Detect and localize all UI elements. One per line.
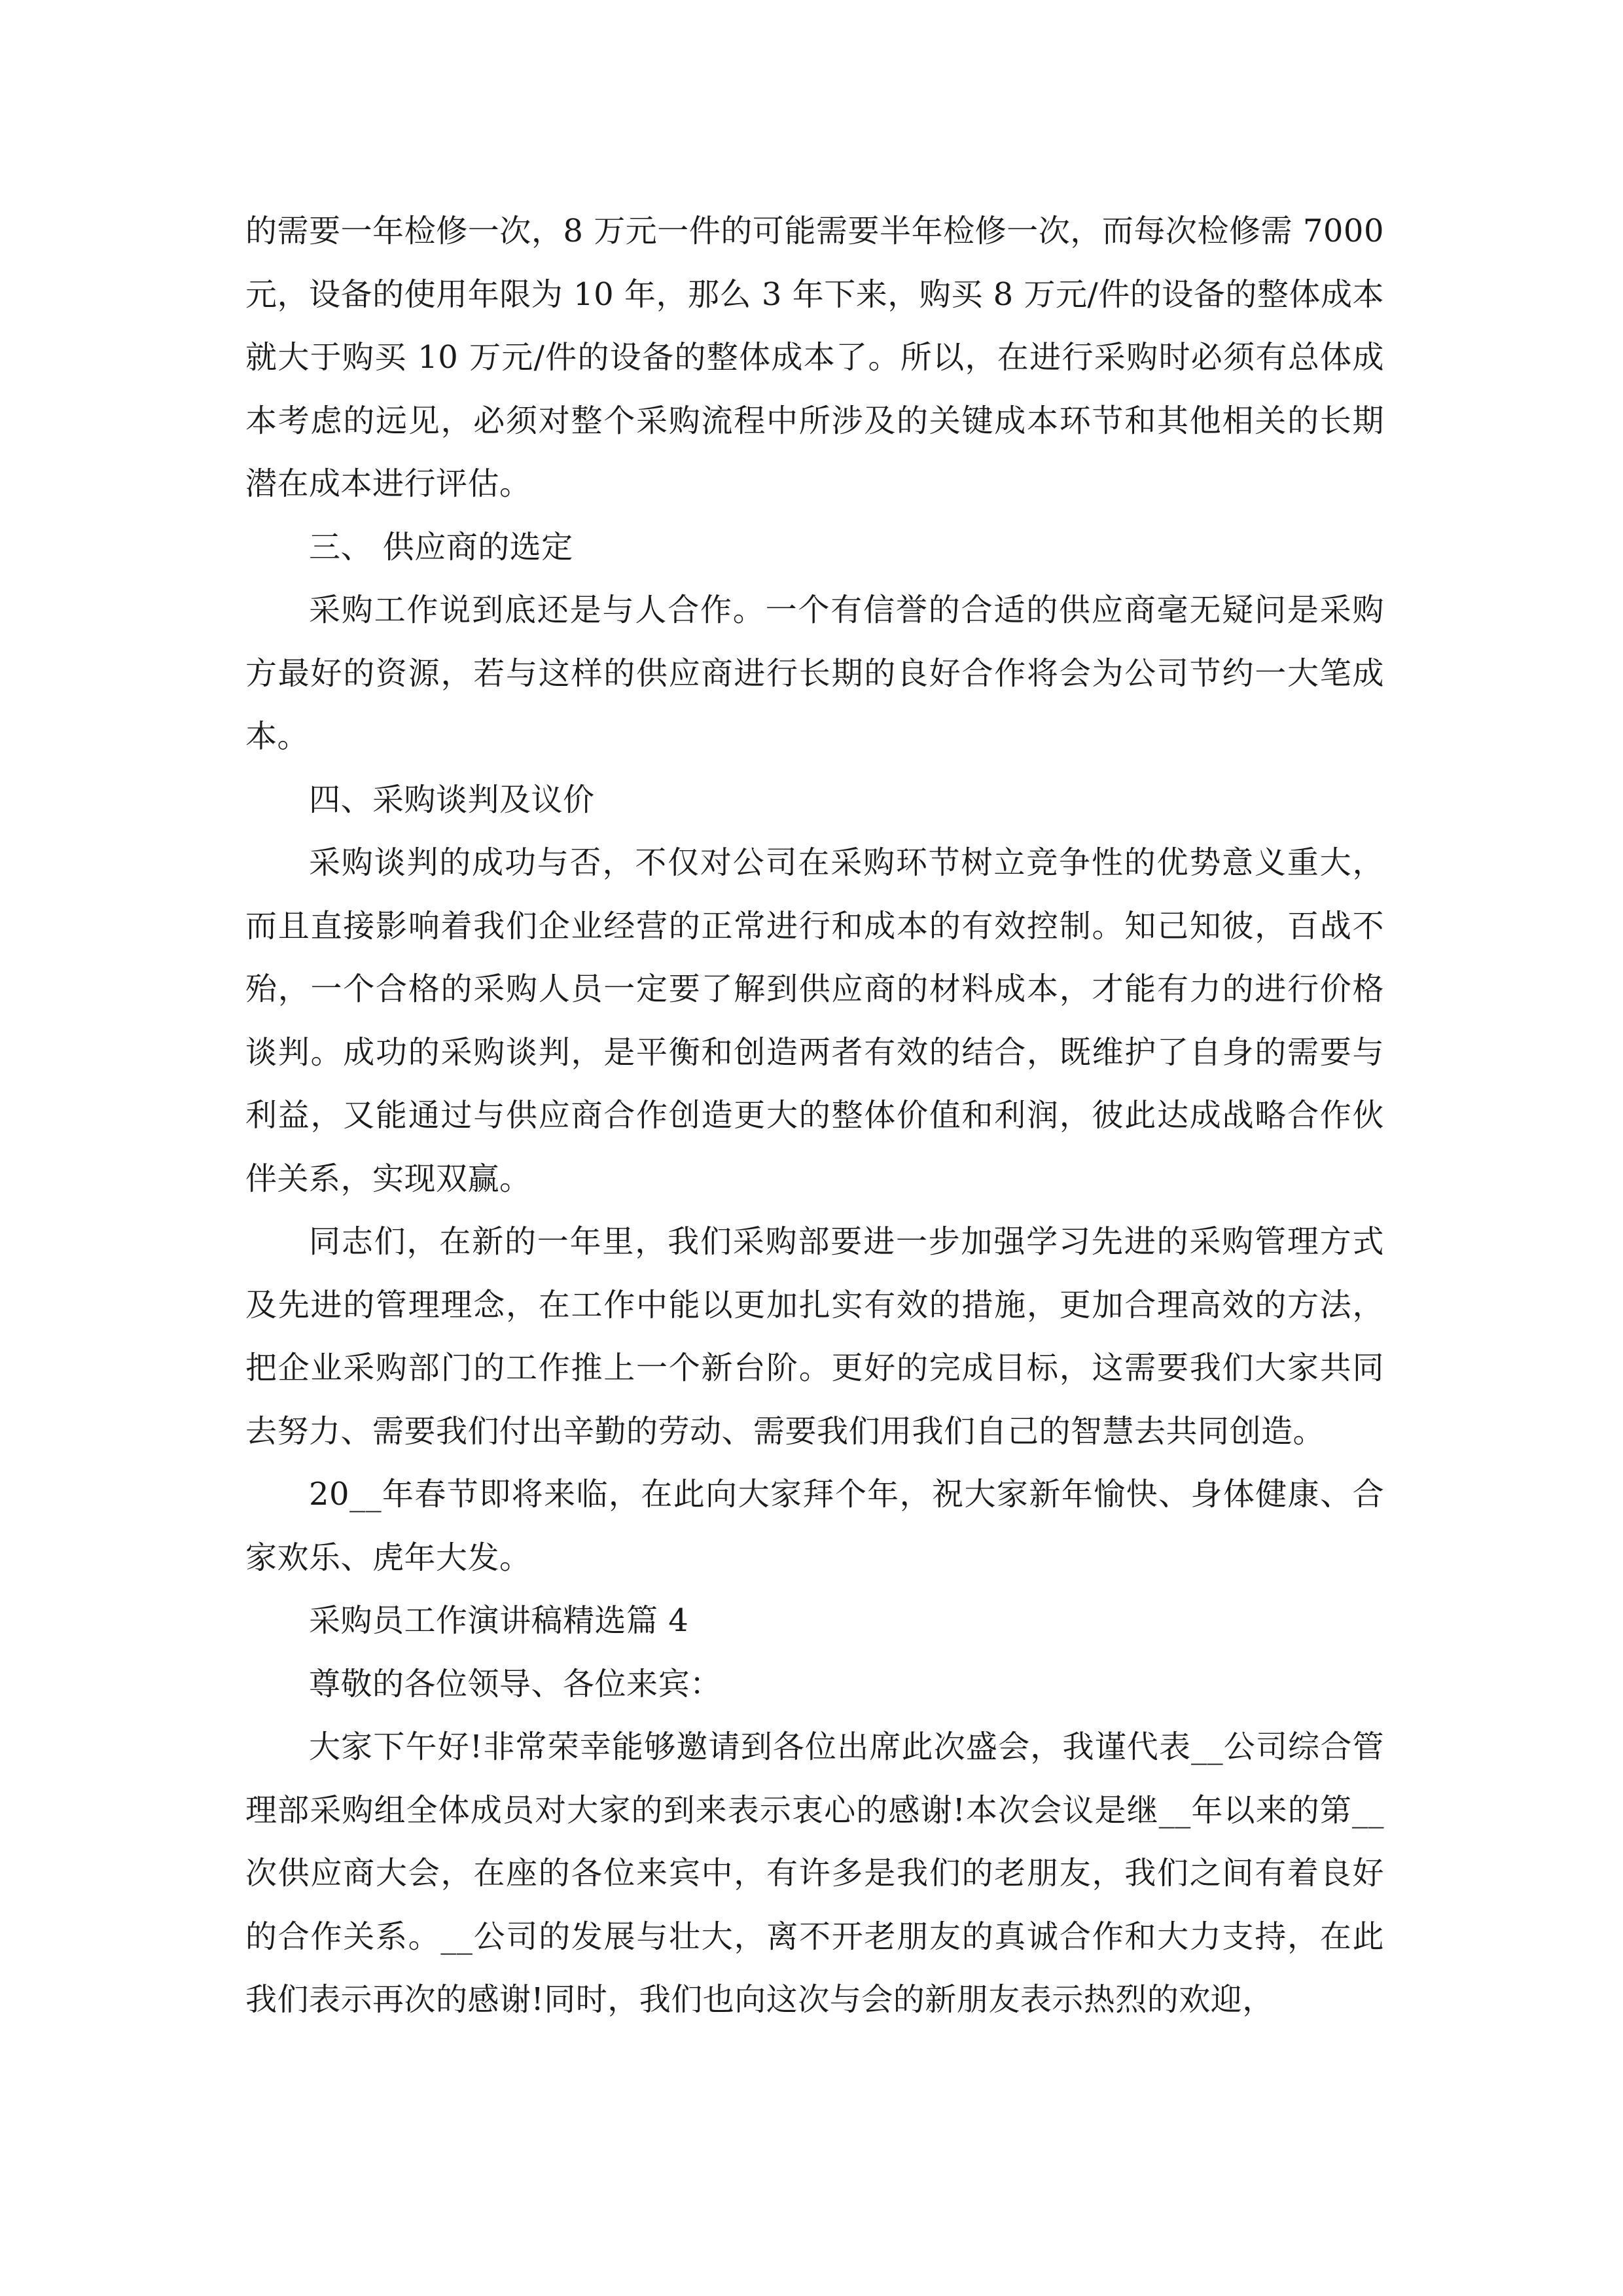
section-heading-supplier-selection: 三、 供应商的选定 <box>309 528 573 565</box>
section-heading-negotiation: 四、采购谈判及议价 <box>309 781 595 818</box>
document-body <box>245 200 1384 2032</box>
speech-salutation: 尊敬的各位领导、各位来宾： <box>309 1665 722 1702</box>
paragraph-negotiation: 采购谈判的成功与否，不仅对公司在采购环节树立竞争性的优势意义重大，而且直接影响着我们企业经营的正常进行和成本的有效控制。知己知彼，百战不殆，一个合格的采购人员一定要了解到供应商的材料成本，才能有力的进行价格谈判。成功的采购谈判，是平衡和创造两者有效的结合，既维护了自身的需要与利益，又能通过与供应商合作创造更大的整体价值和利润，彼此达成战略合作伙伴关系，实现双赢。 <box>245 844 1384 1197</box>
paragraph-cost-continued: 的需要一年检修一次，8 万元一件的可能需要半年检修一次，而每次检修需 7000 元，设备的使用年限为 10 年，那么 3 年下来，购买 8 万元/件的设备的整体成本就大于购买 10 万元/件的设备的整体成本了。所以，在进行采购时必须有总体成本考虑的远见，必须对整个采购流程中所涉及的关键成本环节和其他相关的长期潜在成本进行评估。 <box>245 213 1384 502</box>
paragraph-new-year-greeting: 20__年春节即将来临，在此向大家拜个年，祝大家新年愉快、身体健康、合家欢乐、虎年大发。 <box>245 1476 1384 1576</box>
paragraph-opening-remarks: 大家下午好!非常荣幸能够邀请到各位出席此次盛会，我谨代表__公司综合管理部采购组全体成员对大家的到来表示衷心的感谢!本次会议是继__年以来的第__次供应商大会，在座的各位来宾中，有许多是我们的老朋友，我们之间有着良好的合作关系。__公司的发展与壮大，离不开老朋友的真诚合作和大力支持，在此我们表示再次的感谢!同时，我们也向这次与会的新朋友表示热烈的欢迎， <box>245 1729 1384 2018</box>
paragraph-supplier-selection: 采购工作说到底还是与人合作。一个有信誉的合适的供应商毫无疑问是采购方最好的资源，若与这样的供应商进行长期的良好合作将会为公司节约一大笔成本。 <box>245 592 1384 755</box>
speech-title-4: 采购员工作演讲稿精选篇 4 <box>309 1602 689 1639</box>
paragraph-comrades: 同志们，在新的一年里，我们采购部要进一步加强学习先进的采购管理方式及先进的管理理念，在工作中能以更加扎实有效的措施，更加合理高效的方法，把企业采购部门的工作推上一个新台阶。更好的完成目标，这需要我们大家共同去努力、需要我们付出辛勤的劳动、需要我们用我们自己的智慧去共同创造。 <box>245 1223 1384 1450</box>
